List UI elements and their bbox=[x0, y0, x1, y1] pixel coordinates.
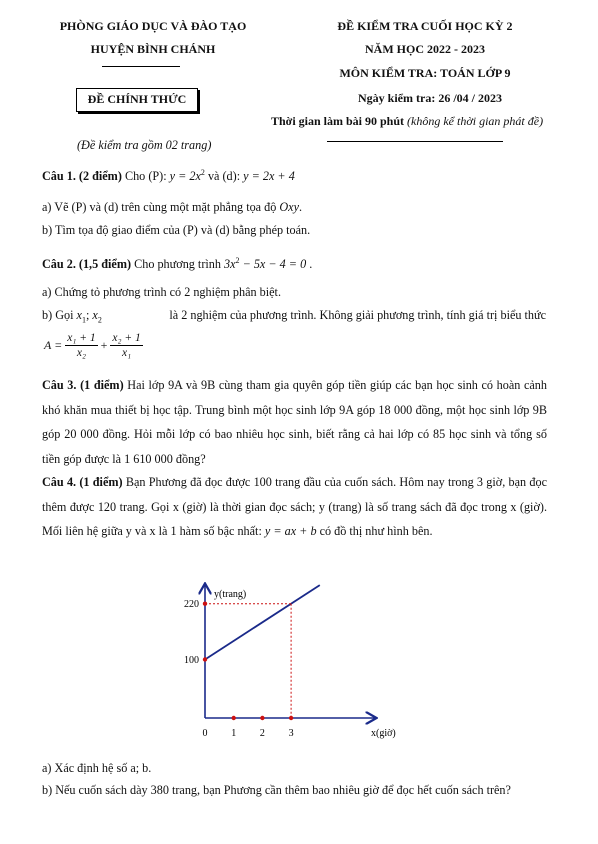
duration-line bbox=[271, 113, 543, 130]
x-tick-point-1 bbox=[232, 716, 236, 720]
q2-b-sep: ; bbox=[85, 308, 93, 322]
q4-paragraph bbox=[42, 470, 547, 544]
q1-d-eq: y = 2x + 4 bbox=[243, 169, 295, 184]
q1-and: và bbox=[207, 169, 220, 184]
q2-b-x1: x bbox=[76, 308, 82, 322]
x-tick-point-3 bbox=[289, 716, 293, 720]
q4-part-a: a) Xác định hệ số a; b. bbox=[42, 761, 152, 775]
duration: Thời gian làm bài 90 phút bbox=[271, 114, 405, 128]
x-tick-label-0: 0 bbox=[202, 728, 208, 739]
q1-label: Câu 1. (2 điểm) bbox=[42, 169, 122, 184]
right-header-rule bbox=[327, 141, 503, 142]
fraction-2-num: x₂ + 1 bbox=[112, 332, 141, 344]
official-label: ĐỀ CHÍNH THỨC bbox=[87, 92, 187, 106]
subject: MÔN KIỂM TRA: TOÁN LỚP 9 bbox=[339, 66, 511, 80]
q2-text: Cho phương trình bbox=[134, 257, 221, 272]
q1-line bbox=[42, 164, 295, 185]
x-axis-label: x(giờ) bbox=[371, 728, 396, 739]
y-tick-point-100 bbox=[203, 657, 207, 661]
q2-part-b bbox=[42, 307, 546, 328]
q2-b-rest: là 2 nghiệm của phương trình. Không giải phương trình, tính giá trị biểu thức bbox=[169, 308, 546, 322]
q2-b-sub2: 2 bbox=[97, 315, 102, 325]
q1-part-a bbox=[42, 199, 302, 216]
q2-eq-rest: − 5x − 4 = 0 bbox=[239, 257, 307, 272]
q3-text: Hai lớp 9A và 9B cùng tham gia quyên góp tiền giúp các bạn học sinh có hoàn cảnh khó khăn mua thiết bị học tập. Trung bình một học sinh lớp 9A góp 18 000 đồng, một học sinh lớp 9B góp 20 000 đồng. Hỏi mỗi lớp có bao nhiêu học sinh, biết rằng cả hai lớp có 85 học sinh và tổng số tiền góp được là 1 610 000 đồng? bbox=[42, 378, 547, 466]
pages-note: (Đề kiểm tra gồm 02 trang) bbox=[77, 138, 212, 152]
q2-eq-end: . bbox=[306, 257, 313, 272]
fraction-2-den: x₁ bbox=[122, 347, 132, 359]
q1-p-exp: 2 bbox=[200, 168, 205, 177]
q4-func: y = ax + b bbox=[264, 524, 317, 538]
q3-label: Câu 3. (1 điểm) bbox=[42, 378, 124, 392]
q2-A: A = bbox=[44, 338, 63, 352]
fraction-1-num: x₁ + 1 bbox=[67, 332, 96, 344]
y-tick-point-220 bbox=[203, 602, 207, 606]
x-tick-point-2 bbox=[260, 716, 264, 720]
function-graph bbox=[150, 575, 420, 755]
school-year: NĂM HỌC 2022 - 2023 bbox=[365, 42, 485, 56]
q2-line bbox=[42, 252, 312, 273]
q2-b-sub1: 1 bbox=[81, 315, 86, 325]
q1-part-b: b) Tìm tọa độ giao điểm của (P) và (d) bằng phép toán. bbox=[42, 223, 311, 237]
q2-b-start: b) Gọi bbox=[42, 308, 74, 322]
exam-title: ĐỀ KIỂM TRA CUỐI HỌC KỲ 2 bbox=[337, 19, 513, 33]
department-name: PHÒNG GIÁO DỤC VÀ ĐÀO TẠO bbox=[59, 19, 247, 33]
x-tick-label-2: 2 bbox=[259, 728, 265, 739]
q4-text2: có đồ thị như hình bên. bbox=[319, 524, 433, 538]
y-tick-label-220: 220 bbox=[184, 599, 199, 611]
exam-date: Ngày kiểm tra: 26 /04 / 2023 bbox=[358, 91, 502, 105]
q2-part-a: a) Chứng tỏ phương trình có 2 nghiệm phân biệt. bbox=[42, 285, 281, 299]
left-header-rule bbox=[102, 66, 180, 67]
q1-text: Cho bbox=[124, 169, 146, 184]
q2-eq-exp: 2 bbox=[235, 256, 240, 265]
q3-paragraph bbox=[42, 373, 547, 471]
q1-a-text: a) Vẽ (P) và (d) trên cùng một mặt phẳng tọa độ bbox=[42, 200, 277, 214]
q1-a-end: . bbox=[299, 200, 303, 214]
fraction-2 bbox=[110, 331, 142, 360]
q1-d-name: (d): bbox=[222, 169, 241, 184]
q2-b-lead bbox=[42, 307, 102, 328]
q4-part-b: b) Nếu cuốn sách dày 380 trang, bạn Phương cần thêm bao nhiêu giờ để đọc hết cuốn sách trên? bbox=[42, 783, 511, 797]
x-tick-label-1: 1 bbox=[231, 728, 237, 739]
y-axis-label: y(trang) bbox=[214, 589, 247, 600]
fraction-1-den: x₂ bbox=[76, 347, 86, 359]
district-name: HUYỆN BÌNH CHÁNH bbox=[90, 42, 216, 56]
q1-p-eq: y = 2x bbox=[169, 169, 201, 184]
y-tick-label-100: 100 bbox=[184, 655, 199, 666]
x-tick-label-3: 3 bbox=[288, 728, 294, 739]
q1-a-oxy: Oxy bbox=[279, 200, 299, 214]
q4-label: Câu 4. (1 điểm) bbox=[42, 475, 123, 489]
q2-plus: + bbox=[100, 338, 108, 352]
q2-expression bbox=[44, 331, 143, 360]
q2-b-x2: x bbox=[92, 308, 98, 322]
q4-text1: Bạn Phương đã đọc được 100 trang đầu của cuốn sách. Hôm nay trong 3 giờ, bạn đọc thêm được 120 trang. Gọi x (giờ) là thời gian đọc sách; y (trang) là số trang sách đã đọc trong x (giờ). Mối liên hệ giữa y và x là 1 hàm số bậc nhất: bbox=[42, 475, 548, 538]
q1-p-name: (P): bbox=[148, 169, 167, 184]
q2-eq: 3x bbox=[224, 257, 236, 272]
duration-note: (không kể thời gian phát đề) bbox=[407, 114, 544, 128]
fraction-1 bbox=[65, 331, 97, 360]
q2-label: Câu 2. (1,5 điểm) bbox=[42, 257, 132, 272]
